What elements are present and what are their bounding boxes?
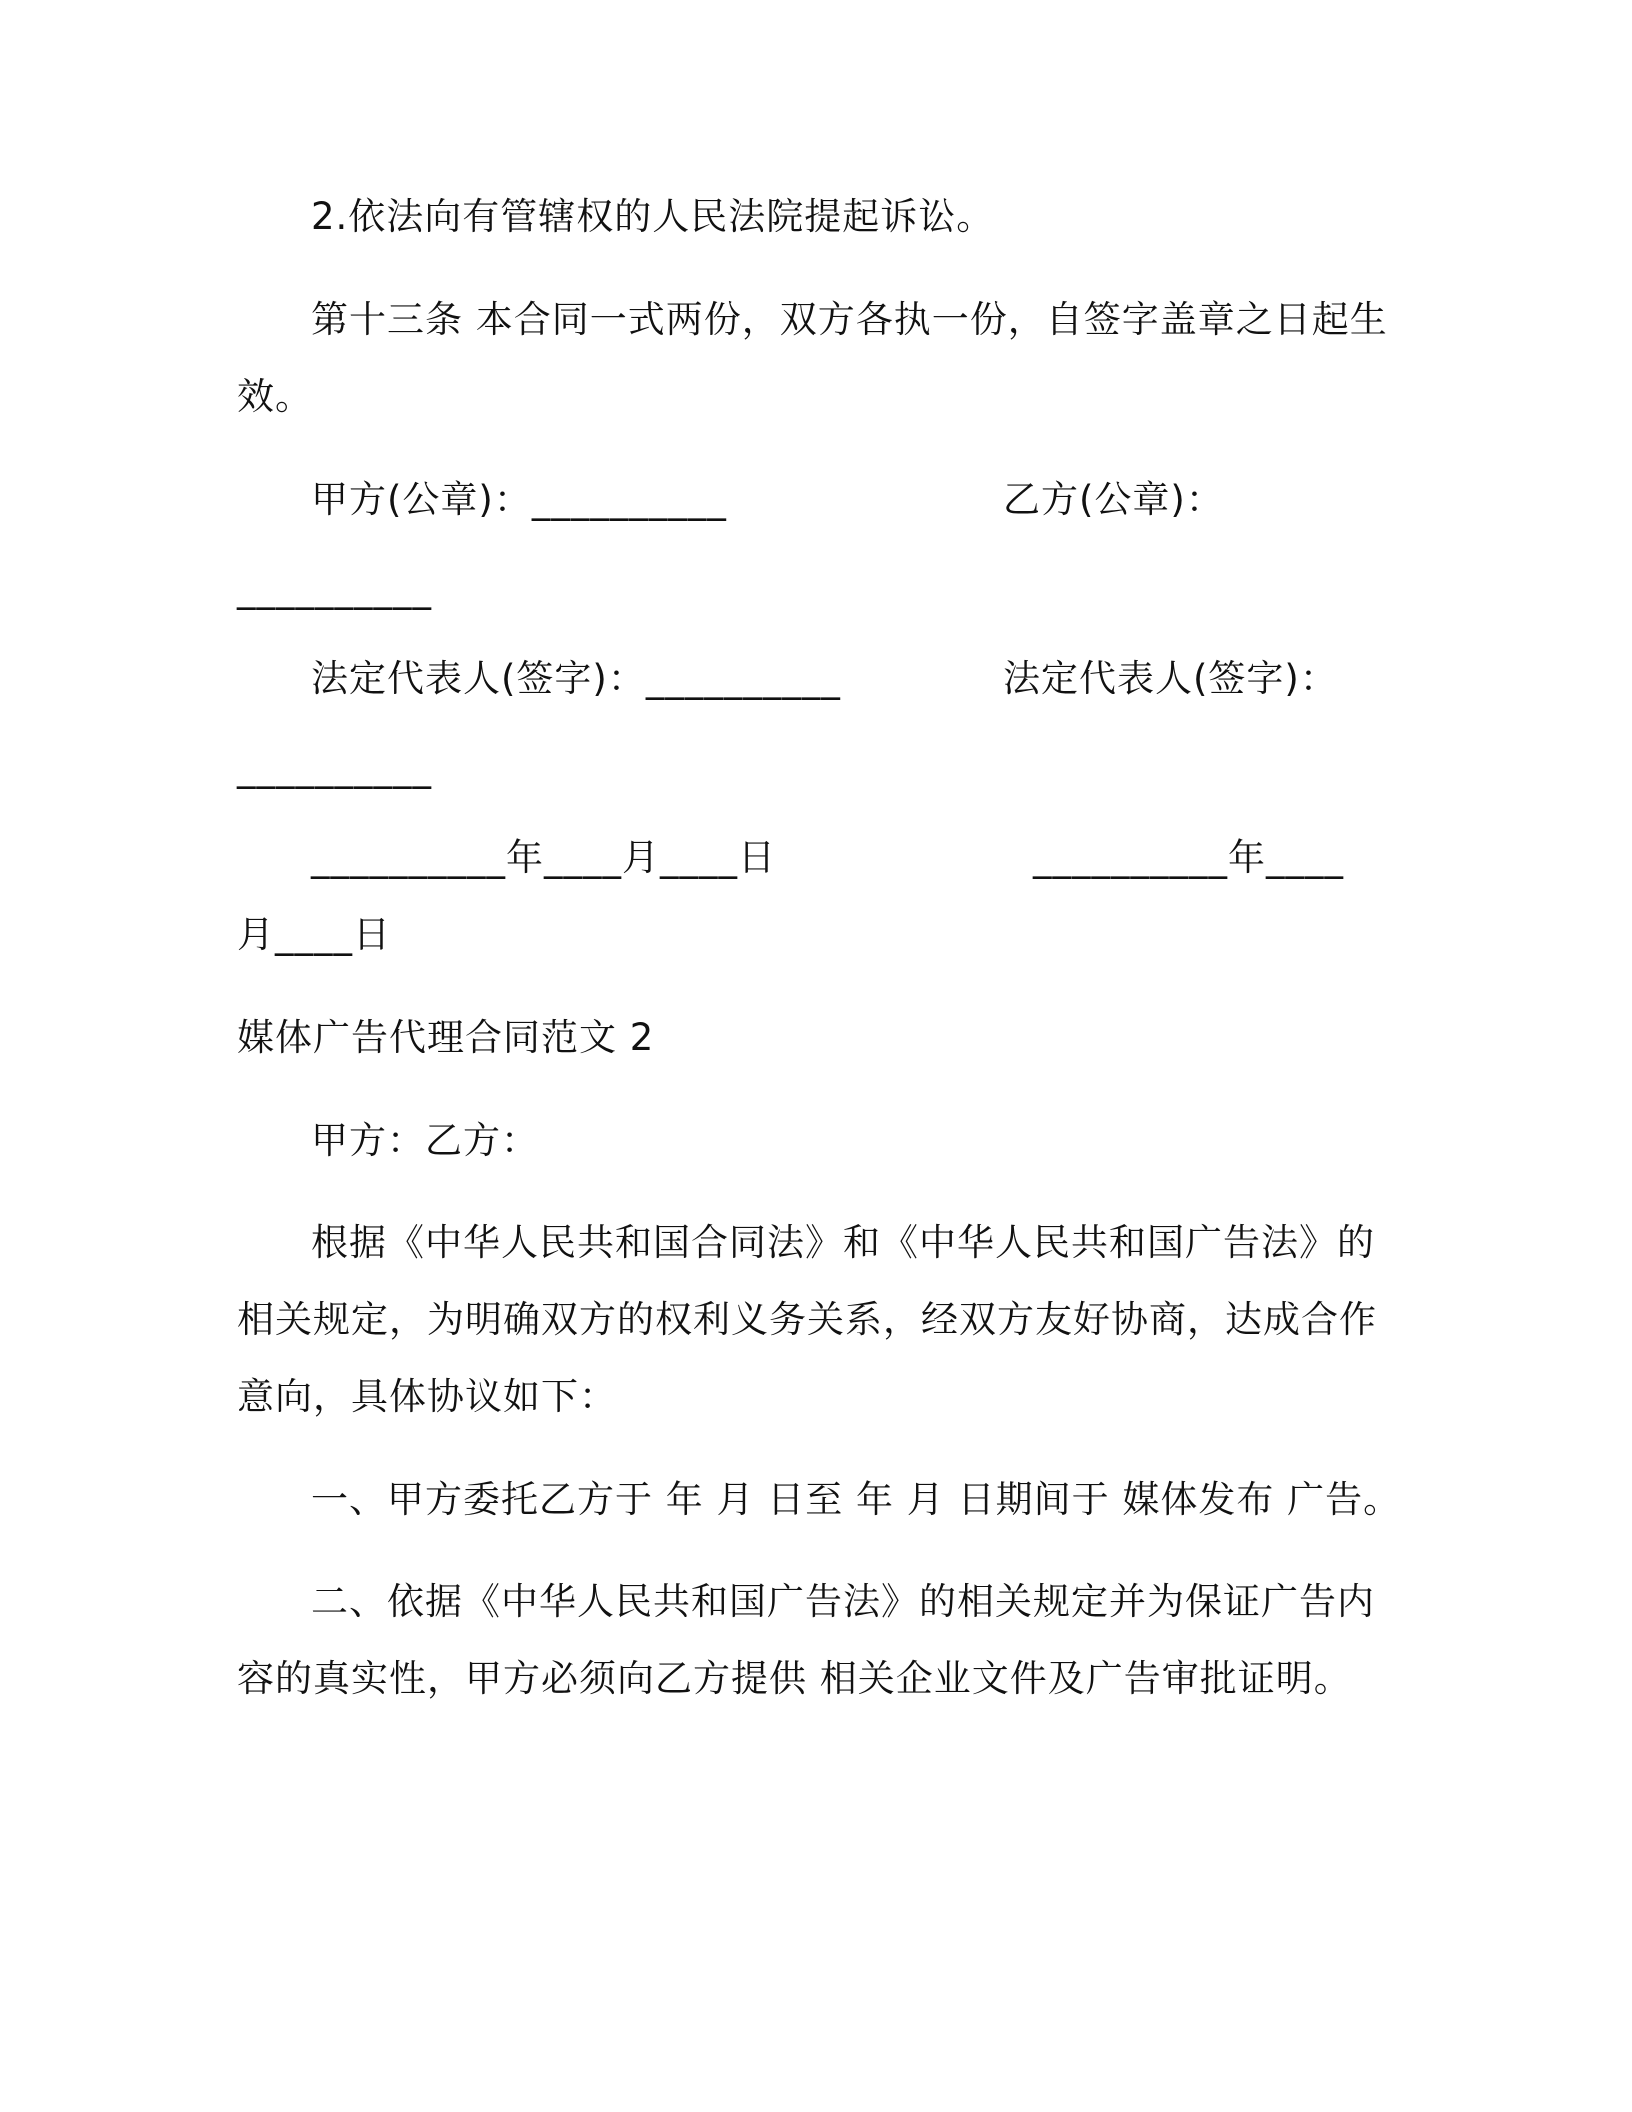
article-13-line-2: 效。 — [237, 375, 313, 418]
party-a-seal: 甲方(公章)：__________ — [311, 478, 727, 521]
party-b-date: __________年____ — [1033, 836, 1344, 879]
section-title: 媒体广告代理合同范文 2 — [237, 1016, 655, 1059]
clause-2-litigation: 2.依法向有管辖权的人民法院提起诉讼。 — [311, 195, 995, 238]
parties-line: 甲方：乙方： — [311, 1119, 539, 1162]
clause-1: 一、甲方委托乙方于 年 月 日至 年 月 日期间于 媒体发布 广告。 — [311, 1478, 1402, 1521]
preamble-line-3: 意向，具体协议如下： — [237, 1375, 617, 1418]
article-13-line-1: 第十三条 本合同一式两份，双方各执一份，自签字盖章之日起生 — [311, 298, 1388, 341]
party-b-seal: 乙方(公章)： — [1003, 478, 1224, 521]
party-b-representative-blank: __________ — [237, 746, 432, 789]
party-a-representative: 法定代表人(签字)：__________ — [311, 657, 841, 700]
party-b-seal-blank: __________ — [237, 567, 432, 610]
clause-2-line-2: 容的真实性，甲方必须向乙方提供 相关企业文件及广告审批证明。 — [237, 1657, 1352, 1700]
preamble-line-2: 相关规定，为明确双方的权利义务关系，经双方友好协商，达成合作 — [237, 1298, 1377, 1341]
preamble-line-1: 根据《中华人民共和国合同法》和《中华人民共和国广告法》的 — [311, 1221, 1375, 1264]
clause-2-line-1: 二、依据《中华人民共和国广告法》的相关规定并为保证广告内 — [311, 1580, 1375, 1623]
party-b-date-continued: 月____日 — [237, 913, 391, 956]
party-a-date: __________年____月____日 — [311, 836, 776, 879]
party-b-representative: 法定代表人(签字)： — [1003, 657, 1338, 700]
